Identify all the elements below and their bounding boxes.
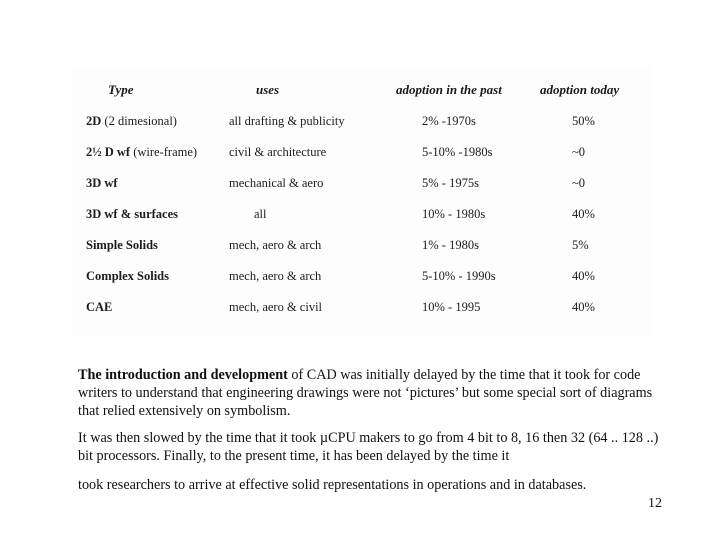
cell-type-name: Complex Solids bbox=[86, 269, 170, 283]
cell-uses: all drafting & publicity bbox=[229, 114, 345, 128]
table-row bbox=[72, 176, 652, 196]
cell-adoption-today: ~0 bbox=[572, 145, 586, 159]
table-row bbox=[72, 207, 652, 227]
paragraph-2: It was then slowed by the time that it took µCPU makers to go from 4 bit to 8, 16 then 32 (64 .. 128 ..) bit processors. Finally, to the present time, it has been delayed by the time it bbox=[78, 430, 659, 464]
table-row bbox=[72, 145, 652, 165]
table-row bbox=[72, 238, 652, 258]
header-adoption-past: adoption in the past bbox=[396, 82, 502, 97]
cell-adoption-today: 40% bbox=[572, 207, 595, 221]
cell-type-note: (2 dimesional) bbox=[104, 114, 177, 128]
table-row bbox=[72, 269, 652, 289]
cell-adoption-past: 5-10% - 1990s bbox=[422, 269, 496, 283]
cell-type-name: CAE bbox=[86, 300, 113, 314]
cell-type bbox=[86, 176, 118, 191]
cell-uses: mech, aero & arch bbox=[229, 238, 322, 252]
table-row bbox=[72, 300, 652, 320]
cad-adoption-table-image bbox=[72, 68, 652, 336]
cell-type bbox=[86, 238, 158, 253]
paragraph-1 bbox=[78, 366, 660, 420]
cell-adoption-today: 40% bbox=[572, 269, 595, 283]
cell-adoption-past: 10% - 1995 bbox=[422, 300, 481, 314]
cell-adoption-today: 40% bbox=[572, 300, 595, 314]
cell-adoption-past: 1% - 1980s bbox=[422, 238, 479, 252]
page-number: 12 bbox=[648, 496, 662, 511]
cell-type bbox=[86, 145, 197, 160]
cell-adoption-past: 5% - 1975s bbox=[422, 176, 479, 190]
cell-adoption-today: 5% bbox=[572, 238, 589, 252]
header-uses: uses bbox=[256, 82, 280, 97]
cell-type-note: (wire-frame) bbox=[133, 145, 198, 159]
cell-adoption-past: 2% -1970s bbox=[422, 114, 476, 128]
cell-uses: mech, aero & civil bbox=[229, 300, 323, 314]
cell-type bbox=[86, 300, 112, 315]
body-text bbox=[78, 366, 660, 494]
cell-type-name: 3D wf & surfaces bbox=[86, 207, 178, 221]
paragraph-1-rest: of CAD was initially delayed by the time that it took for code writers to understand that engineering drawings were not ‘pictures’ but some special sort of diagrams that relied extensively on symbolism. bbox=[78, 367, 653, 419]
cell-uses: civil & architecture bbox=[229, 145, 327, 159]
cell-uses: mechanical & aero bbox=[229, 176, 324, 190]
cell-type-name: 2½ D wf bbox=[86, 145, 131, 159]
cell-type-name: 3D wf bbox=[86, 176, 118, 190]
cell-adoption-today: 50% bbox=[572, 114, 595, 128]
cell-type bbox=[86, 269, 169, 284]
cell-type-name: 2D bbox=[86, 114, 102, 128]
paragraph-3: took researchers to arrive at effective solid representations in operations and in databases. bbox=[78, 477, 587, 493]
paragraph-1-lead: The introduction and development bbox=[78, 367, 288, 383]
table-row bbox=[72, 114, 652, 134]
cell-uses: all bbox=[254, 207, 267, 221]
header-adoption-today: adoption today bbox=[540, 82, 620, 97]
cell-adoption-past: 5-10% -1980s bbox=[422, 145, 493, 159]
cell-uses: mech, aero & arch bbox=[229, 269, 322, 283]
header-type: Type bbox=[108, 82, 134, 97]
cell-adoption-today: ~0 bbox=[572, 176, 586, 190]
cell-type-name: Simple Solids bbox=[86, 238, 158, 252]
cell-adoption-past: 10% - 1980s bbox=[422, 207, 486, 221]
cell-type bbox=[86, 207, 178, 222]
cell-type bbox=[86, 114, 177, 129]
